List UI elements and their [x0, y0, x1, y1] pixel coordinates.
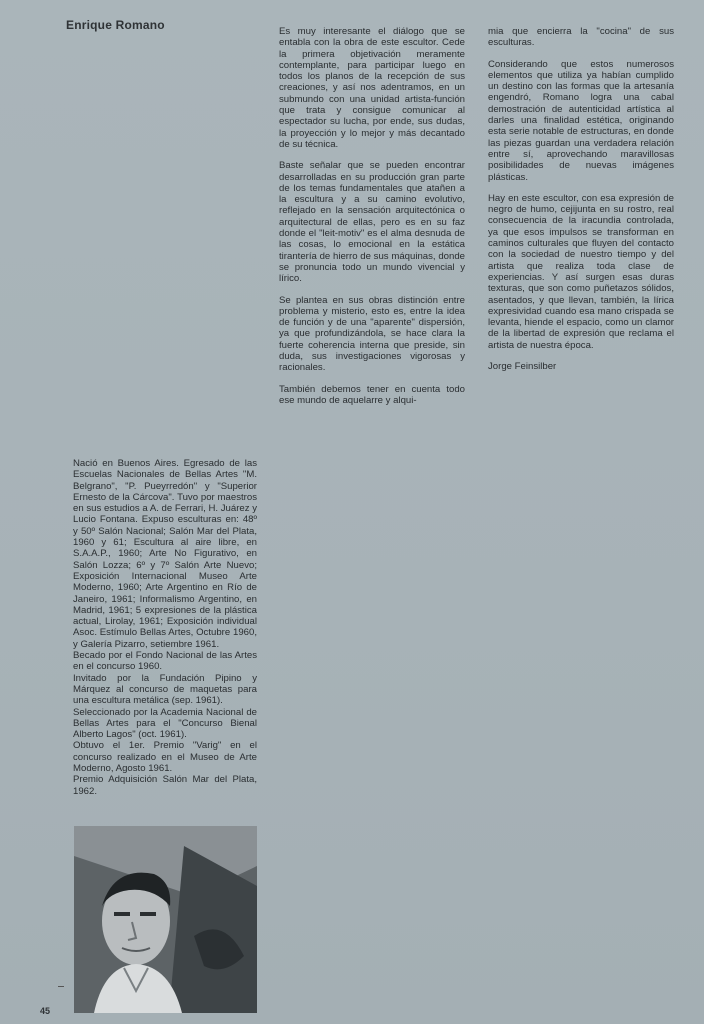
- page-mark: [58, 986, 64, 987]
- article-author-heading: Enrique Romano: [66, 18, 165, 32]
- paragraph: mia que encierra la "cocina" de sus esculturas.: [488, 26, 674, 49]
- artist-biography: [73, 458, 257, 797]
- artist-portrait-photo: [74, 826, 257, 1013]
- bio-line: Seleccionado por la Academia Nacional de Bellas Artes para el "Concurso Bienal Alberto Lagos" (oct. 1961).: [73, 706, 257, 741]
- paragraph: Es muy interesante el diálogo que se entabla con la obra de este escultor. Cede la primera objetivación meramente contemplante, para participar luego en todos los planos de la recepción de sus creaciones, y así nos adentramos, en un submundo con una unidad artista-función que trata y consigue comunicar al espectador su lucha, por ende, sus dudas, la proyección y lo mejor y más decantado de su técnica.: [279, 26, 465, 150]
- paragraph: También debemos tener en cuenta todo ese mundo de aquelarre y alqui-: [279, 383, 465, 406]
- paragraph: Se plantea en sus obras distinción entre problema y misterio, esto es, entre la idea de función y de una "aparente" dispersión, ya que profundizándola, se hace clara la fuerte coherencia interna que preside, sin duda, sus investigaciones vigorosas y racionales.: [279, 294, 465, 374]
- bio-line: Obtuvo el 1er. Premio "Varig" en el concurso realizado en el Museo de Arte Moderno, Agosto 1961.: [73, 740, 257, 775]
- portrait-illustration: [74, 826, 257, 1013]
- paragraph: Considerando que estos numerosos elementos que utiliza ya habían cumplido un destino con las formas que la artesanía engendró, Romano logra una cabal demostración de autenticidad artística al darles una finalidad estética, originando esta serie notable de estructuras, en donde las piezas guardan una verdadera relación entre sí, aprovechando maravillosas posibilidades de nuevas imágenes plásticas.: [488, 58, 674, 183]
- paragraph: Baste señalar que se pueden encontrar desarrolladas en su producción gran parte de los temas fundamentales que atañen a la escultura y a su camino evolutivo, reflejado en la sensación arquitectónica o arquitectural de ellas, pero es en su faz donde el "leit-motiv" es el alma desnuda de las cosas, lo emocional en la estática tirantería de hierro de sus máquinas, donde se pronuncia todo un mundo vivencial y lírico.: [279, 160, 465, 285]
- article-column-right: [488, 26, 674, 382]
- bio-text: Nació en Buenos Aires. Egresado de las Escuelas Nacionales de Bellas Artes "M. Belgrano", "P. Pueyrredón" y "Superior Ernesto de la Cárcova". Tuvo por maestros en sus estudios a A. de Ferrari, H. Juárez y Lucio Fontana. Expuso esculturas en: 48º y 50º Salón Nacional; Salón Mar del Plata, 1960 y 61; Escultura al aire libre, en S.A.A.P., 1960; Arte No Figurativo, en Salón Lozza; 6º y 7º Salón Arte Nuevo; Exposición Internacional Museo Arte Moderno, 1960; Arte Argentino en Río de Janeiro, 1961; Informalismo Argentino, en Madrid, 1961; 5 expresiones de la plástica actual, Lirolay, 1961; Exposición individual Asoc. Estímulo Bellas Artes, Octubre 1960, y Galería Pizarro, setiembre 1961.: [73, 458, 257, 650]
- bio-line: Invitado por la Fundación Pipino y Márquez al concurso de maquetas para una escultura metálica (sep. 1961).: [73, 672, 257, 707]
- paragraph: Hay en este escultor, con esa expresión de negro de humo, cejijunta en su rostro, real consecuencia de la iracundia controlada, ya que esos impulsos se transforman en caminos culturales que fluyen del contacto con la sociedad de nuestro tiempo y del artista que realiza toda clase de experiencias. Y así surgen esas duras texturas, que son como puñetazos sólidos, asentados, y que llevan, también, la lírica expresividad cuando esa mano crispada se levanta, hiende el espacio, como un clamor de la libertad de expresión que reclama el artista de nuestra época.: [488, 192, 674, 351]
- page-number: 45: [40, 1006, 51, 1016]
- bio-line: Becado por el Fondo Nacional de las Artes en el concurso 1960.: [73, 650, 257, 673]
- article-signature: Jorge Feinsilber: [488, 361, 557, 373]
- bio-line: Premio Adquisición Salón Mar del Plata, 1962.: [73, 774, 257, 797]
- article-column-middle: [279, 26, 465, 416]
